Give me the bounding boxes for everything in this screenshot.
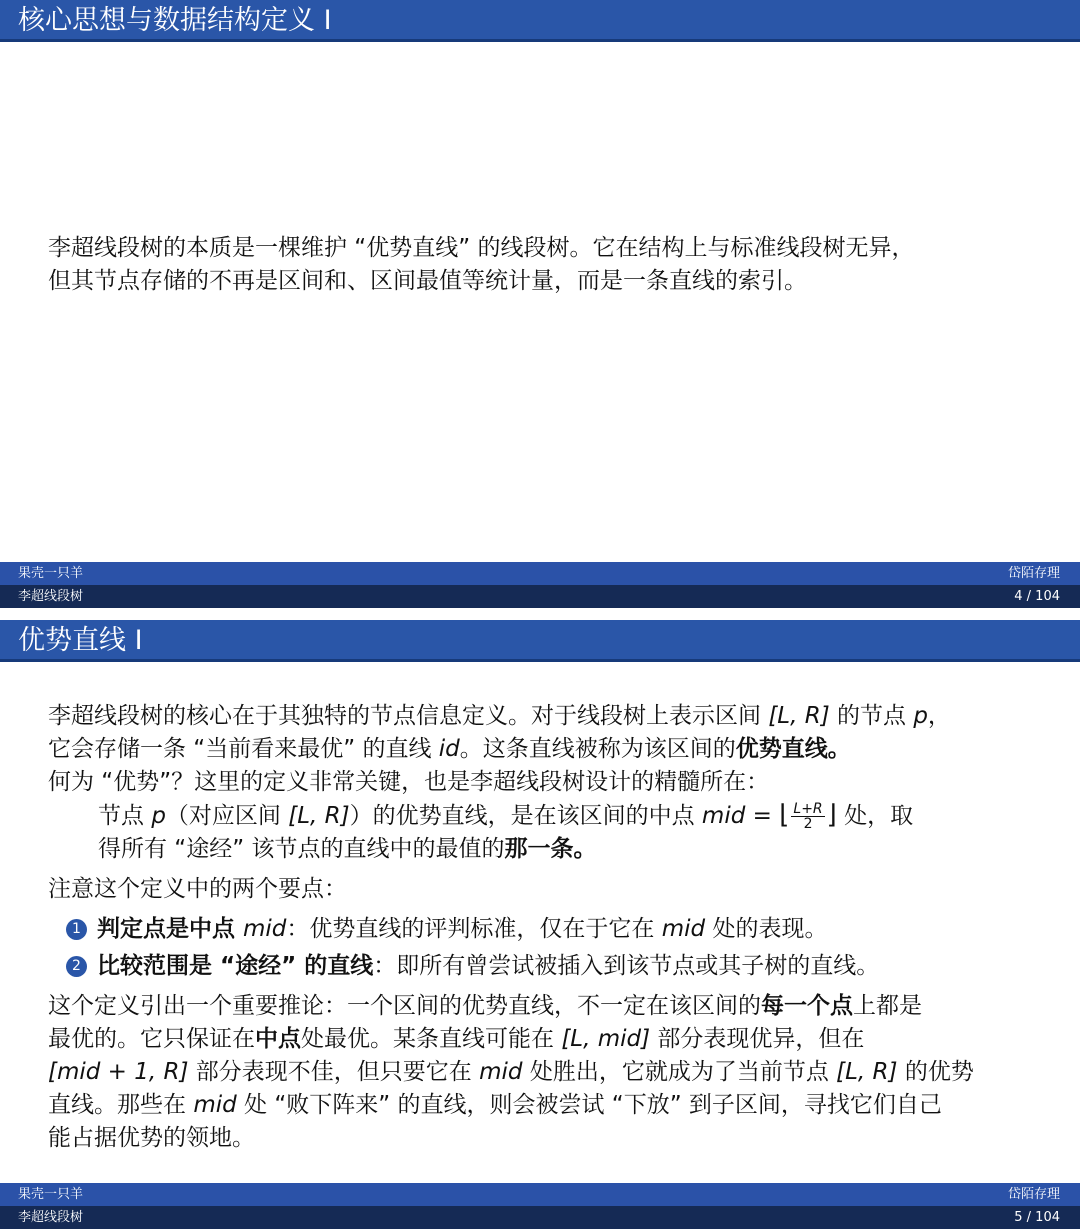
math-id: id bbox=[438, 736, 460, 762]
footer-short-title: 李超线段树 bbox=[18, 589, 84, 604]
number-bullet-icon: 2 bbox=[66, 956, 87, 977]
definition-block: 节点 p（对应区间 [L, R]）的优势直线，是在该区间的中点 mid = ⌊ $\frac{L+R}{2}$ ⌋ 处，取 得所有 “途经” 该节点的直线中的最值的那一条。 bbox=[98, 800, 914, 862]
question-paragraph: 何为 “优势”？这里的定义非常关键，也是李超线段树设计的精髓所在： bbox=[48, 769, 770, 795]
footer-author: 果壳一只羊 bbox=[18, 566, 84, 581]
intro-paragraph bbox=[48, 232, 1048, 298]
core-paragraph: 李超线段树的核心在于其独特的节点信息定义。对于线段树上表示区间 [L, R] 的节点 p， 它会存储一条 “当前看来最优” 的直线 id。这条直线被称为该区间的优势直线。 bbox=[48, 703, 951, 762]
slide-4 bbox=[0, 0, 1080, 608]
list-item: 1 判定点是中点 mid：优势直线的评判标准，仅在于它在 mid 处的表现。 bbox=[66, 913, 1046, 946]
number-bullet-icon: 1 bbox=[66, 919, 87, 940]
slide-footer bbox=[0, 1183, 1080, 1229]
footer-page-number: 5 / 104 bbox=[1014, 1210, 1060, 1225]
slide-gap bbox=[0, 608, 1080, 620]
emphasis-dominant-line: 优势直线。 bbox=[735, 736, 851, 762]
footer-author: 果壳一只羊 bbox=[18, 1187, 84, 1202]
footer-short-title: 李超线段树 bbox=[18, 1210, 84, 1225]
slide-footer bbox=[0, 562, 1080, 608]
math-fraction: $\frac{L+R}{2}$ bbox=[793, 801, 823, 832]
slide-title: 优势直线 I bbox=[18, 625, 143, 656]
math-p: p bbox=[913, 703, 928, 729]
slide-title-bar bbox=[0, 0, 1080, 42]
slide-5 bbox=[0, 620, 1080, 1229]
list-item: 2 比较范围是 “途经” 的直线：即所有曾尝试被插入到该节点或其子树的直线。 bbox=[66, 950, 1046, 983]
corollary-paragraph: 这个定义引出一个重要推论：一个区间的优势直线，不一定在该区间的每一个点上都是 最优的。它只保证在中点处最优。某条直线可能在 [L, mid] 部分表现优异，但在 [mid + 1, R] 部分表现不佳，但只要它在 mid 处胜出，它就成为了当前节点 [L, R] 的优势 直线。那些在 mid 处 “败下阵来” 的直线，则会被尝试 “下放” 到子区间，寻找它们自己 能占据优势的领地。 bbox=[48, 993, 974, 1151]
intro-line-1: 李超线段树的本质是一棵维护 “优势直线” 的线段树。它在结构上与标准线段树无异， bbox=[48, 235, 915, 261]
footer-institute: 岱陌存理 bbox=[1007, 566, 1060, 581]
footer-institute: 岱陌存理 bbox=[1007, 1187, 1060, 1202]
footer-page-number: 4 / 104 bbox=[1014, 589, 1060, 604]
slide-title-bar bbox=[0, 620, 1080, 662]
intro-line-2: 但其节点存储的不再是区间和、区间最值等统计量，而是一条直线的索引。 bbox=[48, 268, 807, 294]
slide-title: 核心思想与数据结构定义 I bbox=[18, 5, 332, 36]
note-paragraph: 注意这个定义中的两个要点： bbox=[48, 876, 347, 902]
math-range: [L, R] bbox=[768, 703, 830, 729]
